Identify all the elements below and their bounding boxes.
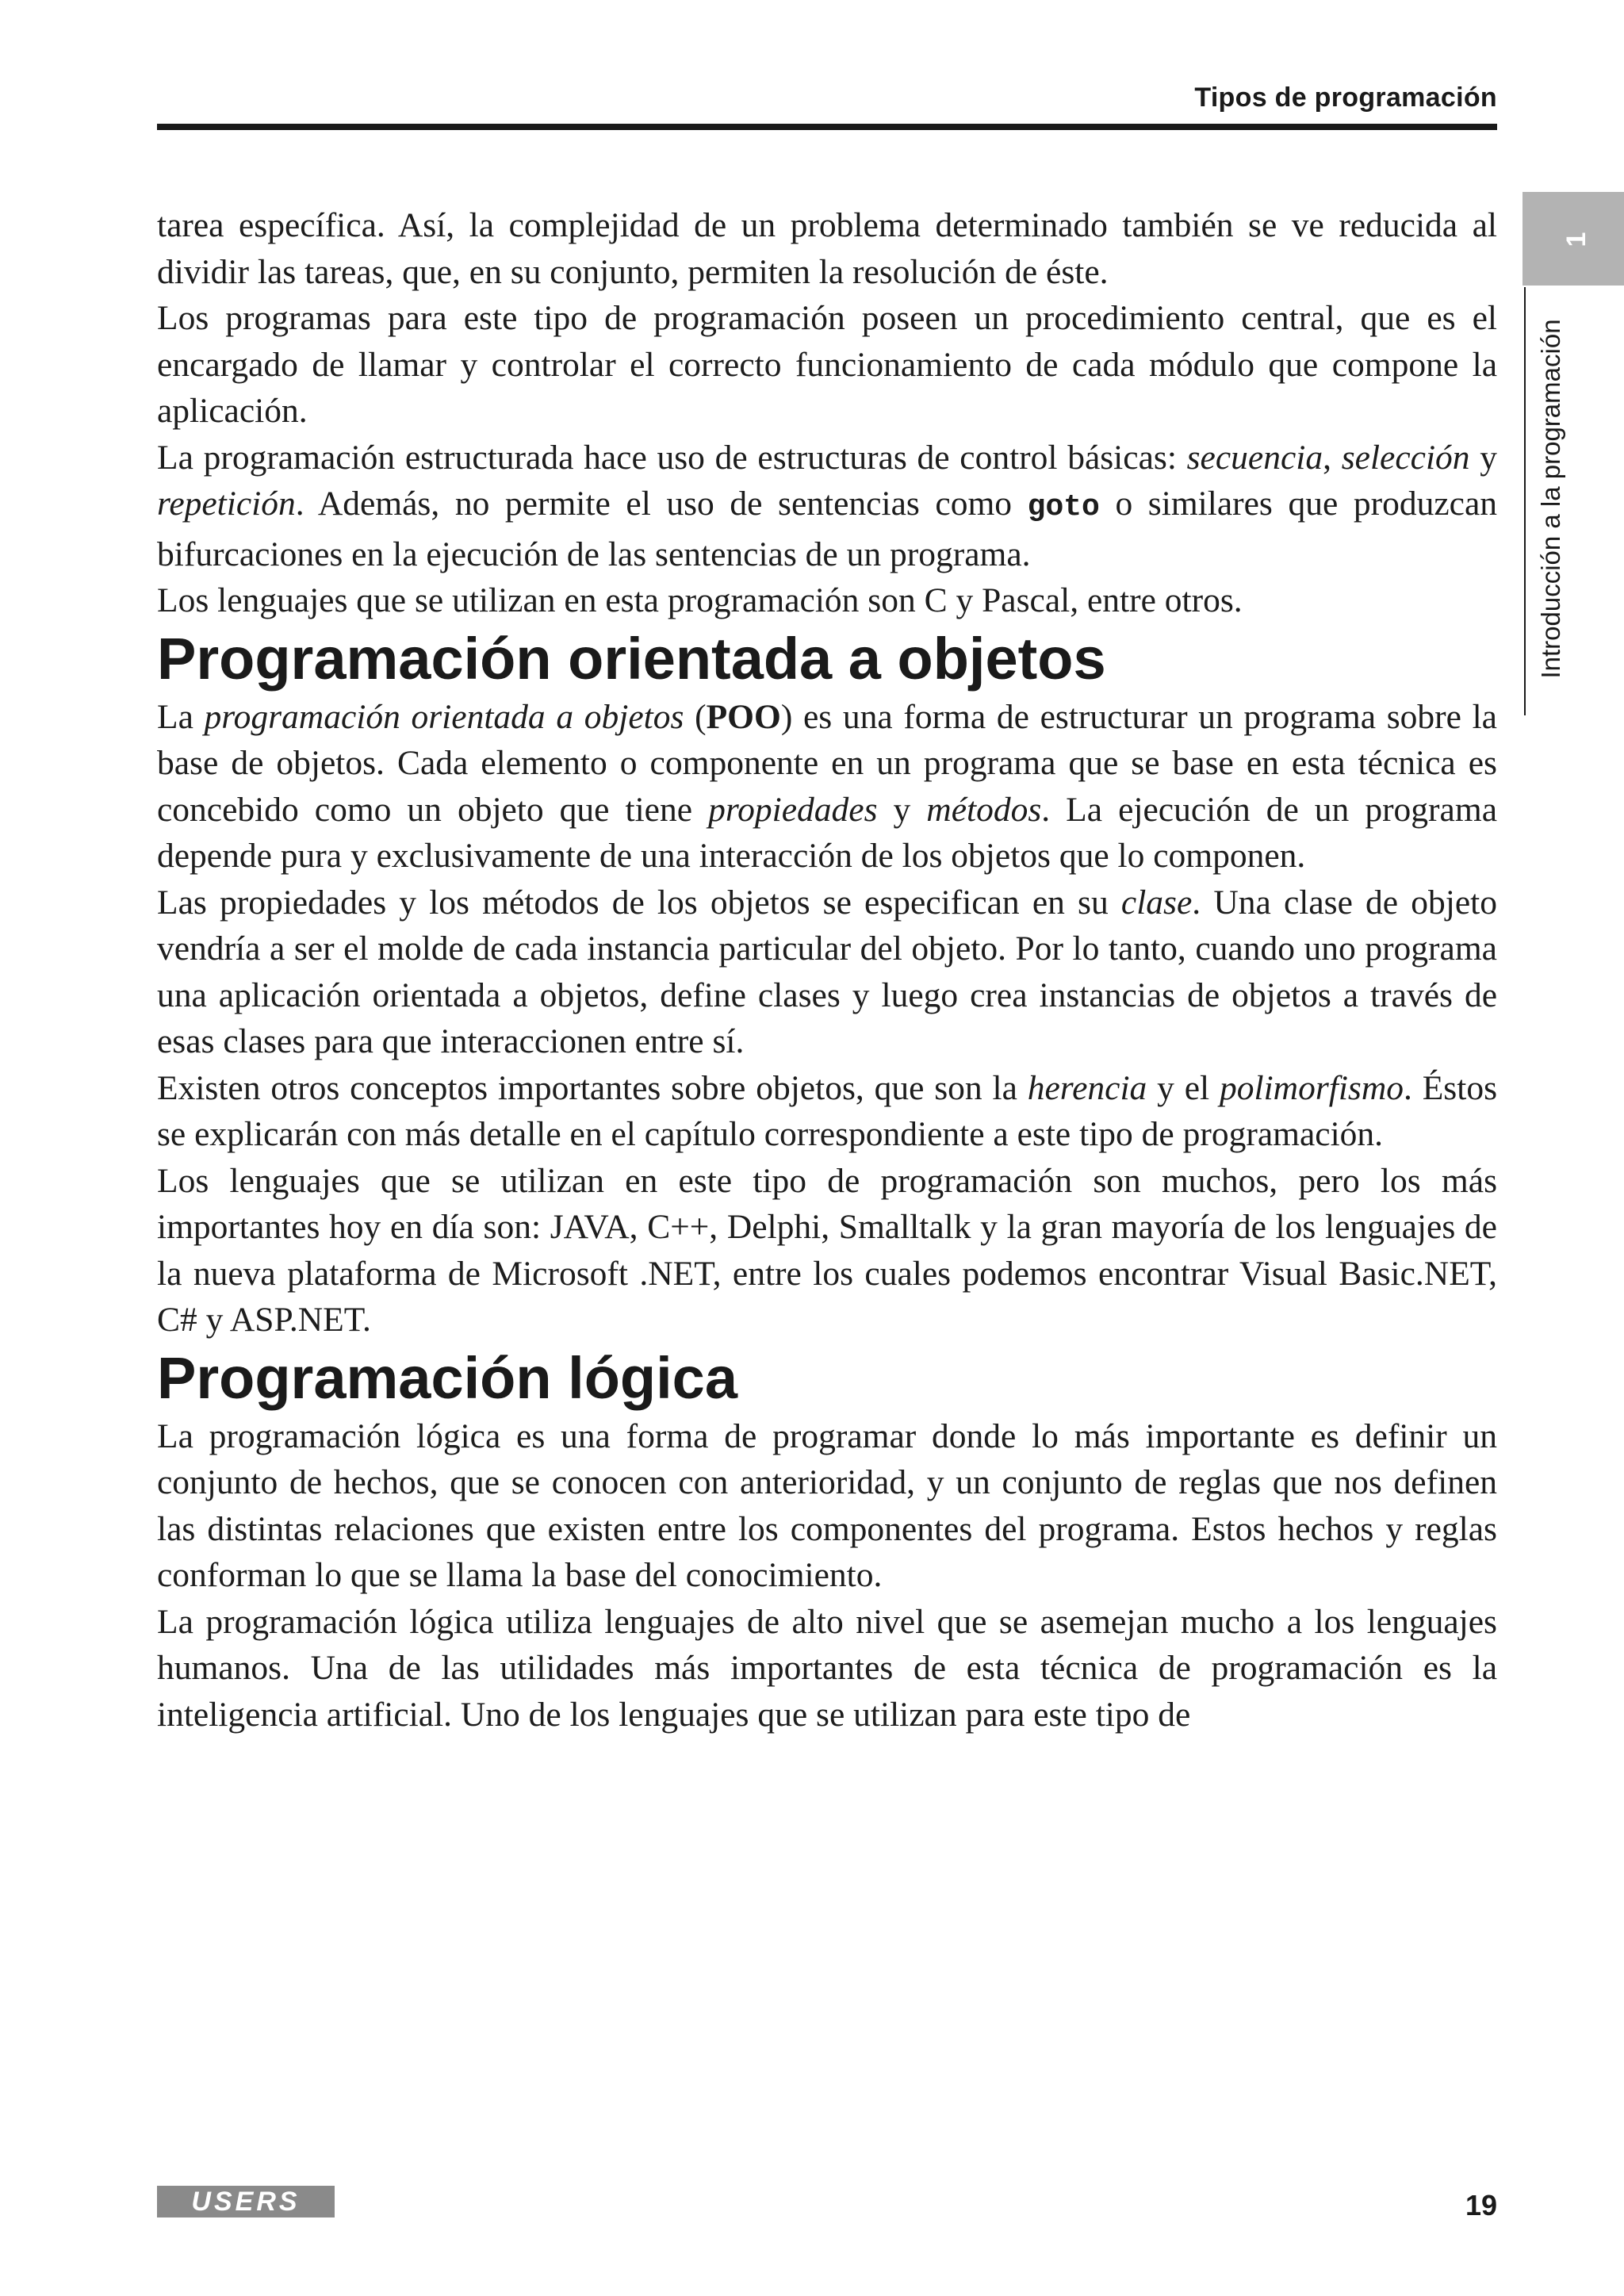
intro-paragraph-1: tarea específica. Así, la complejidad de un problema determinado también se ve reducida al dividir las tareas, que, en su conjunto, permiten la resolución de éste.: [157, 206, 1497, 291]
running-header: Tipos de programación: [1194, 82, 1497, 113]
chapter-title: Introducción a la programación: [1536, 319, 1565, 679]
intro-paragraph-3: La programación estructurada hace uso de estructuras de control básicas: secuencia, selección y repetición. Además, no permite el uso de sentencias como goto o similares que produzcan bifurcaciones en la ejecución de las sentencias de un programa.: [157, 438, 1498, 573]
intro-paragraph-2: Los programas para este tipo de programación poseen un procedimiento central, que es el encargado de llamar y controlar el correcto funcionamiento de cada módulo que compone la aplicación.: [157, 299, 1497, 430]
oop-paragraph-1: La programación orientada a objetos (POO) es una forma de estructurar un programa sobre la base de objetos. Cada elemento o componente en un programa que se base en esta técnica es concebido como un objeto que tiene propiedades y métodos. La ejecución de un programa depende pura y exclusivamente de una interacción de los objetos que lo componen.: [157, 697, 1497, 875]
users-logo: USERS: [157, 2186, 335, 2217]
chapter-number: 1: [1561, 232, 1591, 247]
section-heading-logic: Programación lógica: [157, 1344, 737, 1411]
header-rule: [157, 124, 1497, 130]
chapter-tab-rule: [1524, 287, 1526, 715]
oop-paragraph-3: Existen otros conceptos importantes sobre objetos, que son la herencia y el polimorfismo. Éstos se explicarán con más detalle en el capítulo correspondiente a este tipo de programación.: [157, 1068, 1497, 1153]
oop-paragraph-4: Los lenguajes que se utilizan en este tipo de programación son muchos, pero los más importantes hoy en día son: JAVA, C++, Delphi, Smalltalk y la gran mayoría de los lenguajes de la nueva plataforma de Microsoft .NET, entre los cuales podemos encontrar Visual Basic.NET, C# y ASP.NET.: [157, 1161, 1497, 1339]
logic-paragraph-2: La programación lógica utiliza lenguajes de alto nivel que se asemejan mucho a los lenguajes humanos. Una de las utilidades más importantes de esta técnica de programación es la inteligencia artificial. Uno de los lenguajes que se utilizan para este tipo de: [157, 1602, 1497, 1734]
page-body: [157, 202, 1497, 1738]
code-keyword: goto: [1027, 490, 1100, 524]
page-number: 19: [1465, 2189, 1497, 2221]
oop-paragraph-2: Las propiedades y los métodos de los objetos se especifican en su clase. Una clase de objeto vendría a ser el molde de cada instancia particular del objeto. Por lo tanto, cuando uno programa una aplicación orientada a objetos, define clases y luego crea instancias de objetos a través de esas clases para que interaccionen entre sí.: [157, 883, 1497, 1060]
intro-paragraph-4: Los lenguajes que se utilizan en esta programación son C y Pascal, entre otros.: [157, 581, 1243, 619]
section-heading-oop: Programación orientada a objetos: [157, 625, 1106, 692]
logic-paragraph-1: La programación lógica es una forma de programar donde lo más importante es definir un conjunto de hechos, que se conocen con anterioridad, y un conjunto de reglas que nos definen las distintas relaciones que existen entre los componentes del programa. Estos hechos y reglas conforman lo que se llama la base del conocimiento.: [157, 1416, 1497, 1594]
